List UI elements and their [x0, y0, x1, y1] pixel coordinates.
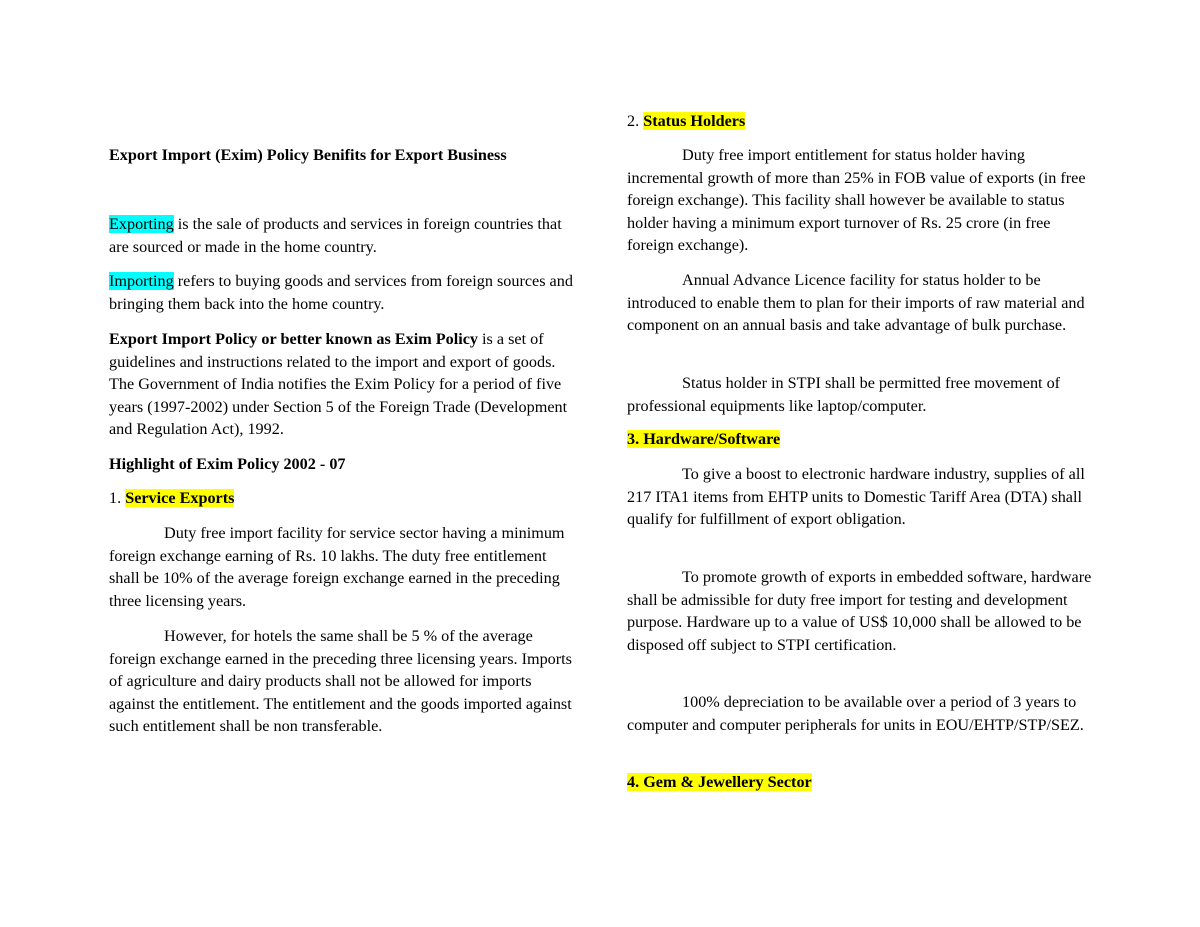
exporting-paragraph — [109, 213, 579, 258]
document-title: Export Import (Exim) Policy Benifits for Export Business — [109, 146, 507, 164]
section-1-number: 1. — [109, 489, 126, 507]
section-2-paragraph-1: Duty free import entitlement for status holder having incremental growth of more than 25% in FOB value of exports (in free foreign exchange). This facility shall however be available to status holder having a minimum export turnover of Rs. 25 crore (in free foreign exchange). — [627, 146, 1086, 255]
exim-policy-definition: is a set of guidelines and instructions related to the import and export of goods. The Government of India notifies the Exim Policy for a period of five years (1997-2002) under Section 5 of the Foreign Trade (Development and Regulation Act), 1992. — [109, 330, 568, 439]
exim-policy-paragraph — [109, 328, 579, 441]
section-2-paragraph-3: Status holder in STPI shall be permitted free movement of professional equipments like laptop/computer. — [627, 374, 1061, 415]
section-1-paragraph-1: Duty free import facility for service sector having a minimum foreign exchange earning of Rs. 10 lakhs. The duty free entitlement shall be 10% of the average foreign exchange earned in the preceding three licensing years. — [109, 524, 565, 610]
section-2-number: 2. — [627, 112, 644, 130]
section-3-paragraph-1: To give a boost to electronic hardware industry, supplies of all 217 ITA1 items from EHTP units to Domestic Tariff Area (DTA) shall qualify for fulfillment of export obligation. — [627, 465, 1085, 529]
exporting-term: Exporting — [109, 215, 174, 233]
section-2-title: Status Holders — [643, 112, 746, 130]
importing-definition: refers to buying goods and services from foreign sources and bringing them back into the home country. — [109, 272, 573, 313]
section-4-title: 4. Gem & Jewellery Sector — [627, 773, 812, 791]
section-3-heading — [627, 428, 1097, 451]
section-3-paragraph-2: To promote growth of exports in embedded software, hardware shall be admissible for duty free import for testing and development purpose. Hardware up to a value of US$ 10,000 shall be allowed to be disposed off subject to STPI certification. — [627, 568, 1092, 654]
section-1-title: Service Exports — [125, 489, 235, 507]
section-2-heading — [627, 110, 1097, 133]
section-3-title: 3. Hardware/Software — [627, 430, 781, 448]
section-3-paragraph-3: 100% depreciation to be available over a period of 3 years to computer and computer peripherals for units in EOU/EHTP/STP/SEZ. — [627, 693, 1084, 734]
section-1-heading — [109, 487, 579, 510]
exim-policy-term: Export Import Policy or better known as Exim Policy — [109, 330, 478, 348]
section-1-paragraph-2: However, for hotels the same shall be 5 % of the average foreign exchange earned in the preceding three licensing years. Imports of agriculture and dairy products shall not be allowed for imports against the entitlement. The entitlement and the goods imported against such entitlement shall be non transferable. — [109, 627, 572, 736]
section-2-paragraph-2: Annual Advance Licence facility for status holder to be introduced to enable them to plan for their imports of raw material and component on an annual basis and take advantage of bulk purchase. — [627, 271, 1085, 335]
highlight-heading: Highlight of Exim Policy 2002 - 07 — [109, 455, 346, 473]
importing-paragraph — [109, 270, 579, 315]
section-4-heading — [627, 771, 1097, 794]
importing-term: Importing — [109, 272, 174, 290]
exporting-definition: is the sale of products and services in foreign countries that are sourced or made in the home country. — [109, 215, 562, 256]
